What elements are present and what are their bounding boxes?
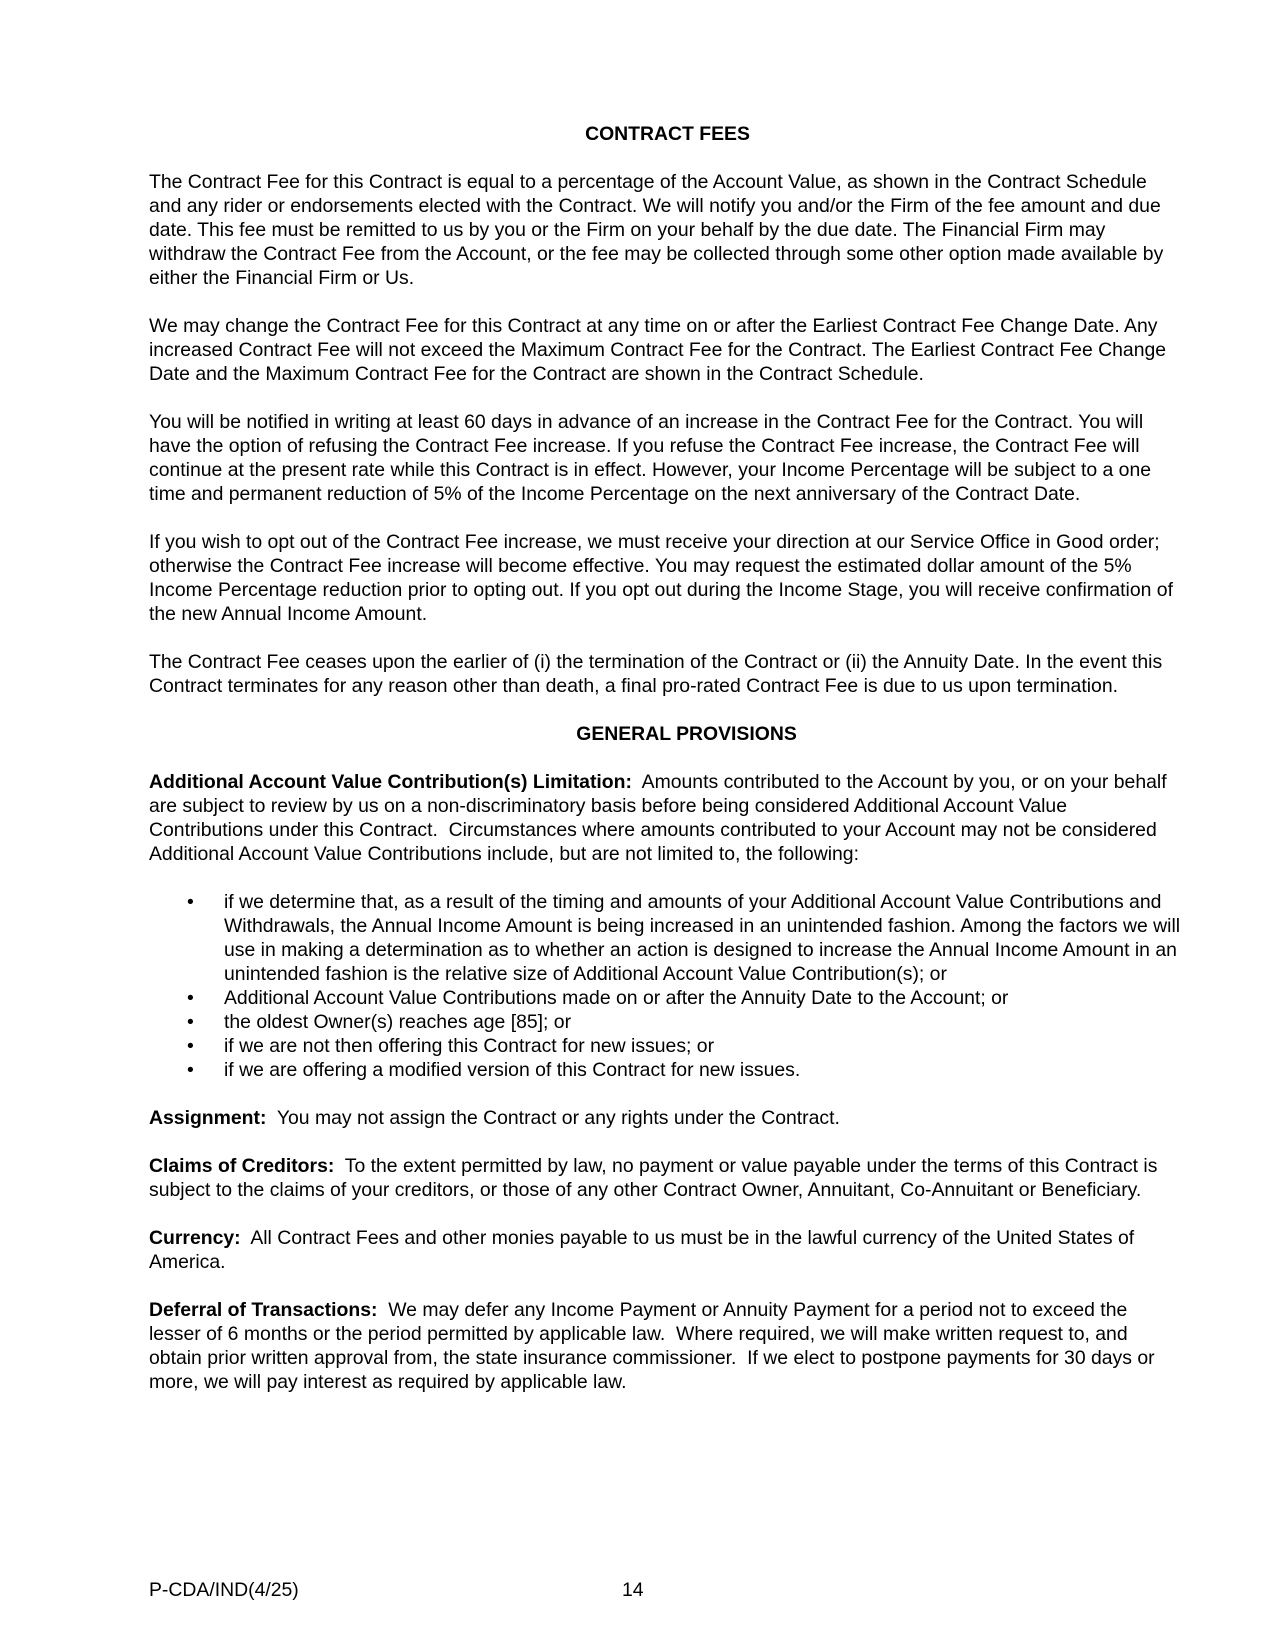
fees-paragraph-3: You will be notified in writing at least 60 days in advance of an increase in the Contract Fee for the Contract. You will have the option of refusing the Contract Fee increase. If you refuse the Contract Fee increase, the Contract Fee will continue at the present rate while this Contract is in effect. However, your Income Percentage will be subject to a one time and permanent reduction of 5% of the Income Percentage on the next anniversary of the Contract Date. xyxy=(149,411,1152,505)
list-item-text: Additional Account Value Contributions made on or after the Annuity Date to the Account; or xyxy=(224,987,1009,1009)
form-number: P-CDA/IND(4/25) xyxy=(149,1579,299,1601)
bullet-marker: • xyxy=(187,1035,194,1057)
currency-text: All Contract Fees and other monies payable to us must be in the lawful currency of the United States of America. xyxy=(149,1227,1139,1273)
list-item-text: if we are not then offering this Contract for new issues; or xyxy=(224,1035,715,1057)
additional-contribution-heading: Additional Account Value Contribution(s) Limitation: xyxy=(149,771,632,793)
fees-paragraph-2: We may change the Contract Fee for this Contract at any time on or after the Earliest Contract Fee Change Date. Any increased Contract Fee will not exceed the Maximum Contract Fee for the Contract. The Earliest Contract Fee Change Date and the Maximum Contract Fee for the Contract are shown in the Contract Schedule. xyxy=(149,315,1167,385)
currency-heading: Currency: xyxy=(149,1227,241,1249)
deferral-text: We may defer any Income Payment or Annuity Payment for a period not to exceed the lesser of 6 months or the period permitted by applicable law. Where required, we will make written request to, and obtain prior written approval from, the state insurance commissioner. If we elect to postpone payments for 30 days or more, we will pay interest as required by applicable law. xyxy=(149,1299,1160,1393)
claims-heading: Claims of Creditors: xyxy=(149,1155,335,1177)
assignment-paragraph xyxy=(149,1106,1184,1130)
section-title-contract-fees: CONTRACT FEES xyxy=(585,123,750,145)
claims-text: To the extent permitted by law, no payment or value payable under the terms of this Contract is subject to the claims of your creditors, or those of any other Contract Owner, Annuitant, Co-Annuitant or Beneficiary. xyxy=(149,1155,1163,1201)
deferral-paragraph xyxy=(149,1298,1184,1394)
fees-paragraph-1: The Contract Fee for this Contract is equal to a percentage of the Account Value, as shown in the Contract Schedule and any rider or endorsements elected with the Contract. We will notify you and/or the Firm of the fee amount and due date. This fee must be remitted to us by you or the Firm on your behalf by the due date. The Financial Firm may withdraw the Contract Fee from the Account, or the fee may be collected through some other option made available by either the Financial Firm or Us. xyxy=(149,171,1164,289)
list-item xyxy=(149,1010,1184,1034)
list-item-text: if we determine that, as a result of the timing and amounts of your Additional Account Value Contributions and Withdrawals, the Annual Income Amount is being increased in an unintended fashion. Among the factors we will use in making a determination as to whether an action is designed to increase the Annual Income Amount in an unintended fashion is the relative size of Additional Account Value Contribution(s); or xyxy=(224,891,1181,985)
bullet-marker: • xyxy=(187,1011,194,1033)
bullet-marker: • xyxy=(187,987,194,1009)
claims-paragraph xyxy=(149,1154,1184,1202)
fees-paragraph-4: If you wish to opt out of the Contract Fee increase, we must receive your direction at our Service Office in Good order; otherwise the Contract Fee increase will become effective. You may request the estimated dollar amount of the 5% Income Percentage reduction prior to opting out. If you opt out during the Income Stage, you will receive confirmation of the new Annual Income Amount. xyxy=(149,531,1173,625)
additional-contribution-text: Amounts contributed to the Account by you, or on your behalf are subject to review by us on a non-discriminatory basis before being considered Additional Account Value Contributions under this Contract. Circumstances where amounts contributed to your Account may not be considered Additional Account Value Contributions include, but are not limited to, the following: xyxy=(149,771,1172,865)
document-page xyxy=(149,122,1184,1418)
list-item-text: the oldest Owner(s) reaches age [85]; or xyxy=(224,1011,572,1033)
deferral-heading: Deferral of Transactions: xyxy=(149,1299,378,1321)
fees-paragraph-5: The Contract Fee ceases upon the earlier of (i) the termination of the Contract or (ii) the Annuity Date. In the event this Contract terminates for any reason other than death, a final pro-rated Contract Fee is due to us upon termination. xyxy=(149,651,1163,697)
list-item-text: if we are offering a modified version of this Contract for new issues. xyxy=(224,1059,801,1081)
assignment-heading: Assignment: xyxy=(149,1107,267,1129)
additional-contribution-paragraph xyxy=(149,770,1184,866)
list-item xyxy=(149,890,1184,986)
bullet-marker: • xyxy=(187,1059,194,1081)
list-item xyxy=(149,1058,1184,1082)
page-number: 14 xyxy=(622,1579,644,1601)
section-title-general-provisions: GENERAL PROVISIONS xyxy=(576,723,797,745)
currency-paragraph xyxy=(149,1226,1184,1274)
list-item xyxy=(149,1034,1184,1058)
limitation-list xyxy=(149,890,1184,1082)
list-item xyxy=(149,986,1184,1010)
bullet-marker: • xyxy=(187,891,194,913)
assignment-text: You may not assign the Contract or any rights under the Contract. xyxy=(266,1107,840,1129)
